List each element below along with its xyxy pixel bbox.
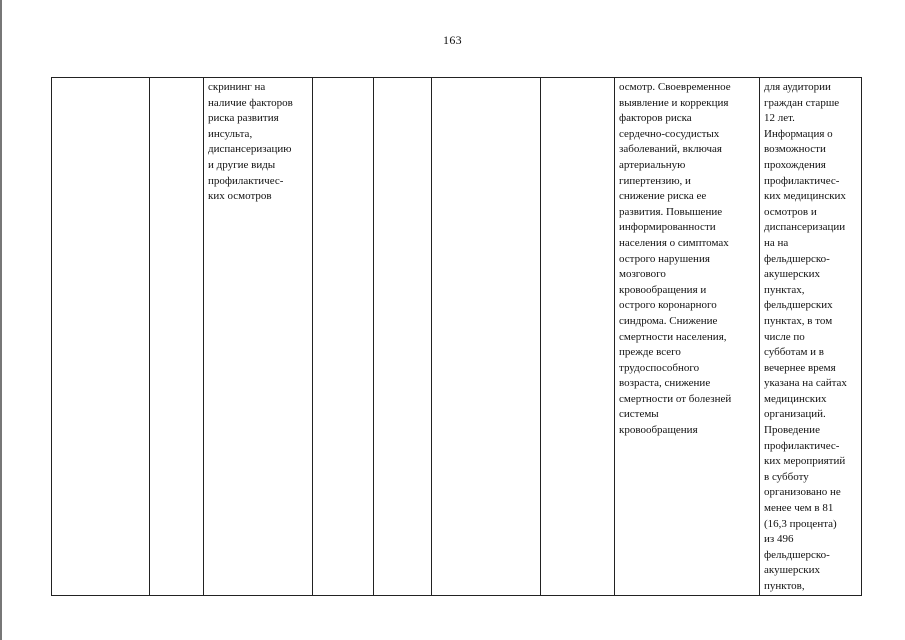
table-cell-col5 bbox=[374, 78, 432, 596]
document-table bbox=[51, 77, 862, 596]
table-cell-col7 bbox=[541, 78, 615, 596]
cell-text: для аудитории граждан старше 12 лет. Информация о возможности прохождения профилактичес- ких медицинских осмотров и диспансеризации на на фельдшерско- акушерских пунктах, фельдшерских пунктах, в том числе по субботам и в вечернее время указана на сайтах медицинских организаций. Проведение профилактичес- ких мероприятий в субботу организовано не менее чем в 81 (16,3 процента) из 496 фельдшерско- акушерских пунктов, bbox=[764, 81, 847, 592]
cell-text: скрининг на наличие факторов риска развития инсульта, диспансеризацию и другие виды профилактичес- ких осмотров bbox=[208, 81, 293, 203]
table-cell-col2 bbox=[150, 78, 204, 596]
cell-text: осмотр. Своевременное выявление и коррекция факторов риска сердечно-сосудистых заболеваний, включая артериальную гипертензию, и снижение риска ее развития. Повышение информированности населения о симптомах острого нарушения мозгового кровообращения и острого коронарного синдрома. Снижение смертности населения, прежде всего трудоспособного возраста, снижение смертности от болезней системы кровообращения bbox=[619, 81, 732, 437]
page-left-edge bbox=[0, 0, 2, 640]
table-cell-col1 bbox=[52, 78, 150, 596]
table-cell-col9 bbox=[760, 78, 862, 596]
table-cell-col3 bbox=[204, 78, 313, 596]
table-row bbox=[52, 78, 862, 596]
page-number: 163 bbox=[443, 33, 462, 47]
table-cell-col8 bbox=[615, 78, 760, 596]
table-cell-col4 bbox=[313, 78, 374, 596]
table-cell-col6 bbox=[432, 78, 541, 596]
